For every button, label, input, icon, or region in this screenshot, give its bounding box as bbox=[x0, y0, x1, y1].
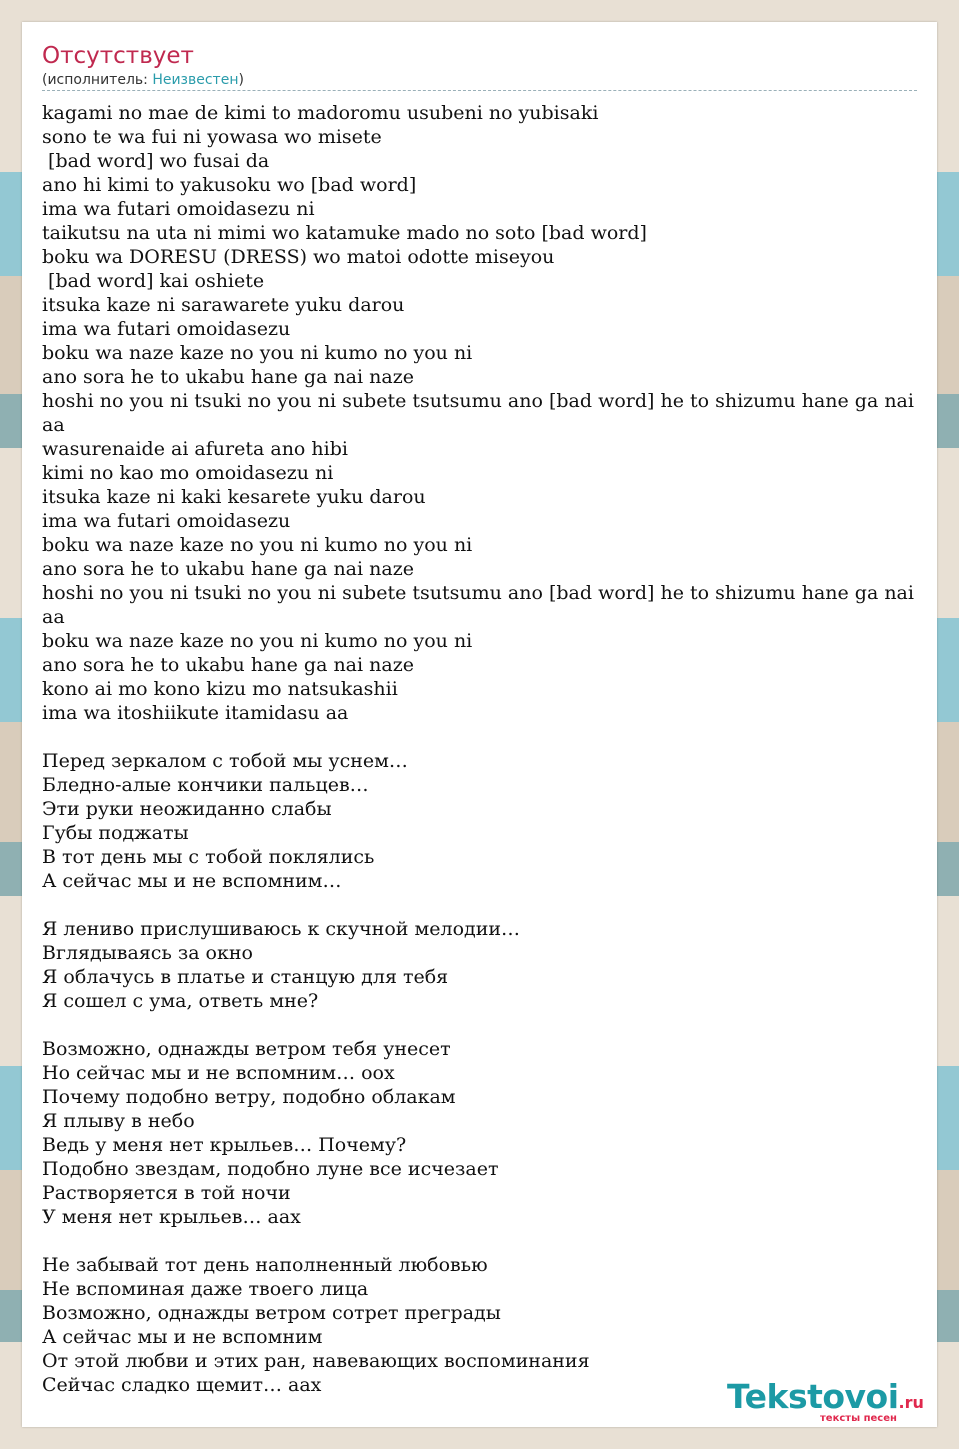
lyrics-line: Сейчас сладко щемит… аах bbox=[42, 1374, 322, 1396]
lyrics-line: Бледно-алые кончики пальцев… bbox=[42, 774, 369, 796]
artist-line bbox=[42, 71, 244, 89]
lyrics-line: Возможно, однажды ветром тебя унесет bbox=[42, 1038, 451, 1060]
lyrics-line: А сейчас мы и не вспомним… bbox=[42, 870, 342, 892]
lyrics-line: boku wa naze kaze no you ni kumo no you ni bbox=[42, 342, 473, 364]
lyrics-line: hoshi no you ni tsuki no you ni subete tsutsumu ano [bad word] he to shizumu hane ga nai bbox=[42, 582, 914, 604]
artist-prefix: (исполнитель: bbox=[42, 72, 153, 88]
lyrics-line: kagami no mae de kimi to madoromu usubeni no yubisaki bbox=[42, 102, 599, 124]
lyrics-line: В тот день мы с тобой поклялись bbox=[42, 846, 375, 868]
lyrics-line: aa bbox=[42, 606, 65, 628]
lyrics-line: itsuka kaze ni kaki kesarete yuku darou bbox=[42, 486, 426, 508]
lyrics-line: От этой любви и этих ран, навевающих воспоминания bbox=[42, 1350, 590, 1372]
lyrics-line: Ведь у меня нет крыльев… Почему? bbox=[42, 1134, 407, 1156]
logo-name: Tekstovoi bbox=[727, 1377, 899, 1416]
lyrics-line: wasurenaide ai afureta ano hibi bbox=[42, 438, 348, 460]
lyrics-line: ano sora he to ukabu hane ga nai naze bbox=[42, 366, 414, 388]
lyrics-line: ano sora he to ukabu hane ga nai naze bbox=[42, 654, 414, 676]
lyrics-line: itsuka kaze ni sarawarete yuku darou bbox=[42, 294, 405, 316]
lyrics-card bbox=[22, 22, 937, 1427]
lyrics-line: boku wa naze kaze no you ni kumo no you ni bbox=[42, 534, 473, 556]
lyrics-line: А сейчас мы и не вспомним bbox=[42, 1326, 323, 1348]
lyrics-blank-line bbox=[42, 893, 914, 917]
lyrics-line: ima wa futari omoidasezu bbox=[42, 510, 291, 532]
lyrics-line: Я плыву в небо bbox=[42, 1110, 195, 1132]
lyrics-line: sono te wa fui ni yowasa wo misete bbox=[42, 126, 382, 148]
lyrics-line: Возможно, однажды ветром сотрет преграды bbox=[42, 1302, 501, 1324]
lyrics-line: [bad word] kai oshiete bbox=[42, 270, 265, 292]
lyrics-line: Растворяется в той ночи bbox=[42, 1182, 291, 1204]
lyrics-line: У меня нет крыльев… аах bbox=[42, 1206, 301, 1228]
lyrics-blank-line bbox=[42, 1229, 914, 1253]
lyrics-line: Но сейчас мы и не вспомним… оох bbox=[42, 1062, 395, 1084]
lyrics-line: ima wa futari omoidasezu bbox=[42, 318, 291, 340]
lyrics-line: Подобно звездам, подобно луне все исчезает bbox=[42, 1158, 499, 1180]
header-divider bbox=[42, 90, 917, 91]
lyrics-line: kimi no kao mo omoidasezu ni bbox=[42, 462, 334, 484]
lyrics-line: boku wa DORESU (DRESS) wo matoi odotte miseyou bbox=[42, 246, 555, 268]
artist-link[interactable]: Неизвестен bbox=[152, 72, 239, 88]
lyrics-line: Не забывай тот день наполненный любовью bbox=[42, 1254, 488, 1276]
lyrics-line: Я облачусь в платье и станцую для тебя bbox=[42, 966, 449, 988]
lyrics-line: Перед зеркалом с тобой мы уснем… bbox=[42, 750, 408, 772]
song-title: Отсутствует bbox=[42, 43, 194, 69]
lyrics-line: kono ai mo kono kizu mo natsukashii bbox=[42, 678, 398, 700]
lyrics-line: Вглядываясь за окно bbox=[42, 942, 253, 964]
lyrics-line: ano sora he to ukabu hane ga nai naze bbox=[42, 558, 414, 580]
lyrics-line: Я сошел с ума, ответь мне? bbox=[42, 990, 319, 1012]
site-logo[interactable] bbox=[727, 1377, 932, 1424]
logo-tld: .ru bbox=[898, 1393, 924, 1412]
lyrics-blank-line bbox=[42, 725, 914, 749]
lyrics-line: Эти руки неожиданно слабы bbox=[42, 798, 332, 820]
lyrics-blank-line bbox=[42, 1013, 914, 1037]
lyrics-line: Почему подобно ветру, подобно облакам bbox=[42, 1086, 456, 1108]
lyrics-text bbox=[42, 101, 914, 1397]
lyrics-line: ima wa futari omoidasezu ni bbox=[42, 198, 315, 220]
lyrics-line: Я лениво прислушиваюсь к скучной мелодии… bbox=[42, 918, 521, 940]
lyrics-line: Не вспоминая даже твоего лица bbox=[42, 1278, 369, 1300]
lyrics-line: taikutsu na uta ni mimi wo katamuke mado no soto [bad word] bbox=[42, 222, 647, 244]
lyrics-line: boku wa naze kaze no you ni kumo no you ni bbox=[42, 630, 473, 652]
lyrics-line: ano hi kimi to yakusoku wo [bad word] bbox=[42, 174, 417, 196]
artist-suffix: ) bbox=[238, 72, 244, 88]
lyrics-line: Губы поджаты bbox=[42, 822, 189, 844]
lyrics-line: aa bbox=[42, 414, 65, 436]
lyrics-line: hoshi no you ni tsuki no you ni subete tsutsumu ano [bad word] he to shizumu hane ga nai bbox=[42, 390, 914, 412]
logo-tagline: тексты песен bbox=[820, 1413, 897, 1424]
lyrics-line: [bad word] wo fusai da bbox=[42, 150, 270, 172]
lyrics-line: ima wa itoshiikute itamidasu aa bbox=[42, 702, 349, 724]
